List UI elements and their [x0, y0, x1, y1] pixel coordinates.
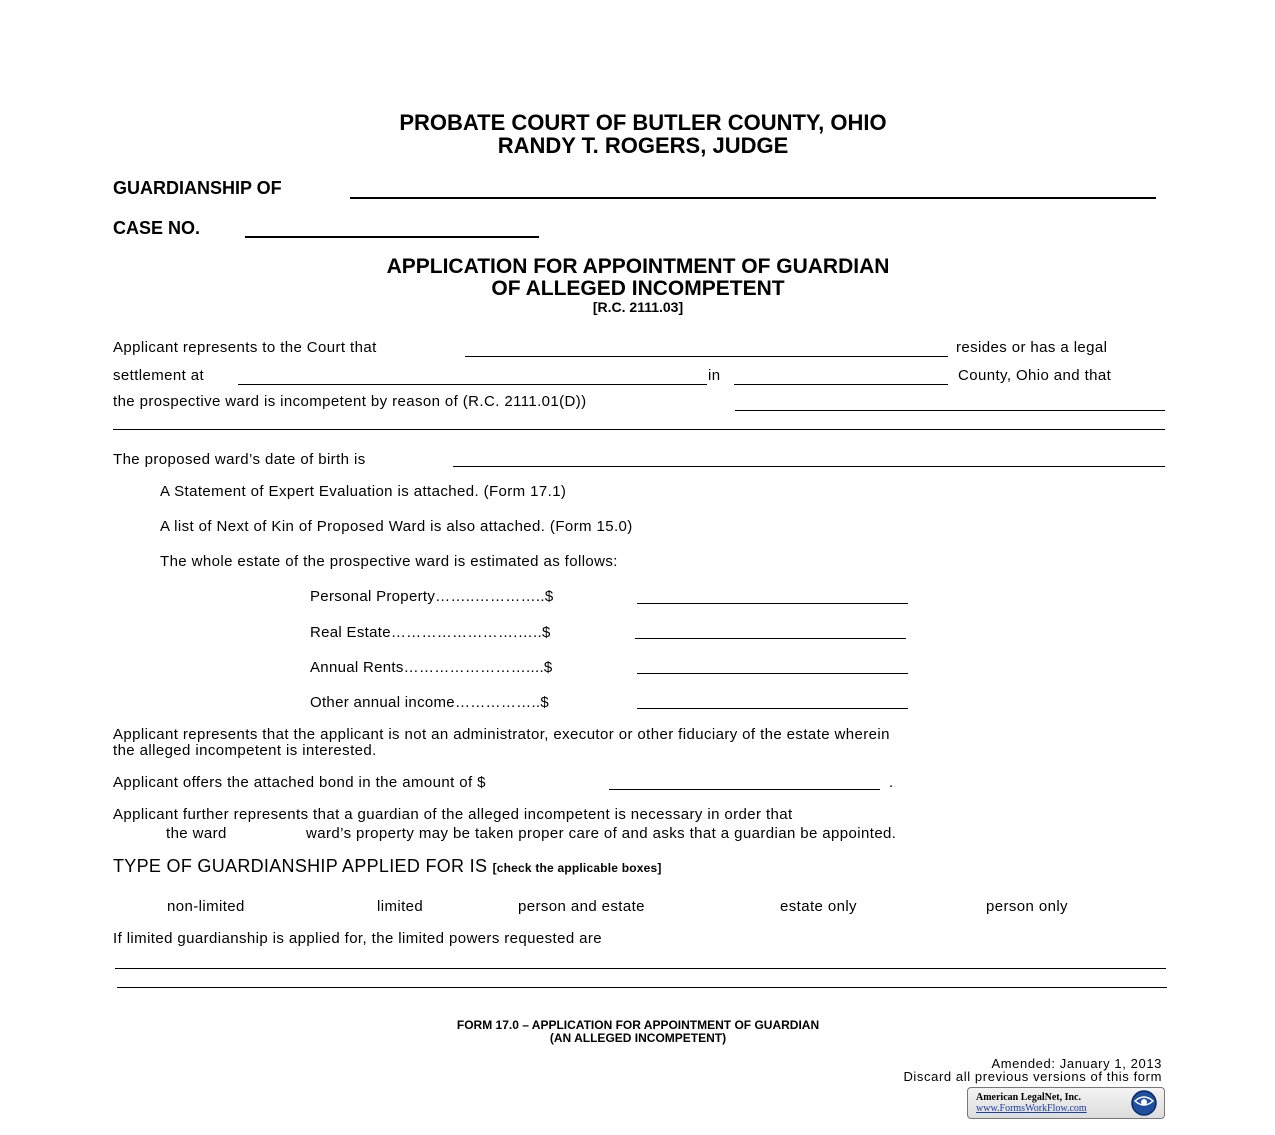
- type-person-and-estate[interactable]: person and estate: [518, 898, 645, 915]
- court-name: PROBATE COURT OF BUTLER COUNTY, OHIO: [399, 110, 887, 135]
- incompetent-reason-field-line2[interactable]: [113, 429, 1165, 430]
- bond-end: .: [889, 774, 894, 791]
- further-represents-text-1: Applicant further represents that a guardian of the alleged incompetent is necessary in order that: [113, 806, 793, 823]
- statute-reference: [R.C. 2111.03]: [592, 299, 684, 315]
- the-ward-option[interactable]: the ward: [166, 825, 227, 842]
- guardianship-type-heading: [113, 856, 662, 877]
- settlement-text: settlement at: [113, 367, 205, 384]
- guardianship-label: GUARDIANSHIP OF: [113, 178, 282, 198]
- annual-rents-label: Annual Rents……………………....$: [310, 659, 553, 676]
- resides-text: resides or has a legal: [956, 339, 1108, 356]
- bond-text: Applicant offers the attached bond in the amount of $: [113, 774, 486, 791]
- estate-estimate-text: The whole estate of the prospective ward is estimated as follows:: [160, 553, 618, 570]
- real-estate-label: Real Estate…………………….…..$: [310, 624, 551, 641]
- type-non-limited[interactable]: non-limited: [167, 898, 245, 915]
- bond-amount-field[interactable]: [609, 789, 880, 790]
- form-footer-line2: (AN ALLEGED INCOMPETENT): [549, 1031, 727, 1045]
- type-person-only[interactable]: person only: [986, 898, 1068, 915]
- form-title-line1: APPLICATION FOR APPOINTMENT OF GUARDIAN: [386, 255, 890, 278]
- dob-field[interactable]: [453, 466, 1165, 467]
- incompetent-reason-field[interactable]: [735, 410, 1165, 411]
- logo-company-name: American LegalNet, Inc.: [976, 1092, 1081, 1103]
- type-estate-only[interactable]: estate only: [780, 898, 857, 915]
- expert-evaluation-text: A Statement of Expert Evaluation is attached. (Form 17.1): [160, 483, 567, 500]
- type-limited[interactable]: limited: [377, 898, 424, 915]
- logo-url[interactable]: www.FormsWorkFlow.com: [976, 1103, 1087, 1114]
- case-number-label: CASE NO.: [113, 218, 201, 238]
- limited-powers-field-line2[interactable]: [117, 987, 1167, 988]
- guardianship-type-label: TYPE OF GUARDIANSHIP APPLIED FOR IS: [113, 856, 488, 876]
- other-income-field[interactable]: [637, 708, 908, 709]
- incompetent-reason-text: the prospective ward is incompetent by reason of (R.C. 2111.01(D)): [113, 393, 587, 410]
- personal-property-field[interactable]: [637, 603, 908, 604]
- guardianship-type-hint: [check the applicable boxes]: [492, 861, 662, 875]
- settlement-address-field[interactable]: [238, 384, 707, 385]
- form-footer-line1: FORM 17.0 – APPLICATION FOR APPOINTMENT OF GUARDIAN: [456, 1018, 820, 1032]
- next-of-kin-text: A list of Next of Kin of Proposed Ward is also attached. (Form 15.0): [160, 518, 633, 535]
- county-field[interactable]: [734, 384, 948, 385]
- case-number-field[interactable]: [245, 236, 539, 238]
- limited-powers-field-line1[interactable]: [115, 968, 1166, 969]
- real-estate-field[interactable]: [635, 638, 906, 639]
- dob-text: The proposed ward’s date of birth is: [113, 451, 366, 468]
- personal-property-label: Personal Property……..…………..$: [310, 588, 554, 605]
- amended-date: Amended: January 1, 2013: [991, 1056, 1162, 1071]
- limited-powers-text: If limited guardianship is applied for, the limited powers requested are: [113, 930, 603, 947]
- discard-notice: Discard all previous versions of this form: [903, 1069, 1162, 1084]
- guardianship-name-field[interactable]: [350, 197, 1156, 199]
- not-fiduciary-text-2: the alleged incompetent is interested.: [113, 742, 377, 759]
- applicant-represents-text: Applicant represents to the Court that: [113, 339, 377, 356]
- judge-name: RANDY T. ROGERS, JUDGE: [497, 133, 789, 158]
- form-title-line2: OF ALLEGED INCOMPETENT: [491, 277, 785, 300]
- in-text: in: [708, 367, 721, 384]
- ward-name-field[interactable]: [465, 356, 948, 357]
- county-text: County, Ohio and that: [958, 367, 1112, 384]
- annual-rents-field[interactable]: [637, 673, 908, 674]
- american-legalnet-logo[interactable]: [967, 1087, 1165, 1119]
- other-income-label: Other annual income……………..$: [310, 694, 550, 711]
- globe-icon: [1127, 1089, 1161, 1117]
- further-represents-text-2: ward’s property may be taken proper care of and asks that a guardian be appointed.: [306, 825, 897, 842]
- not-fiduciary-text-1: Applicant represents that the applicant is not an administrator, executor or other fiduciary of the estate wherein: [113, 726, 890, 743]
